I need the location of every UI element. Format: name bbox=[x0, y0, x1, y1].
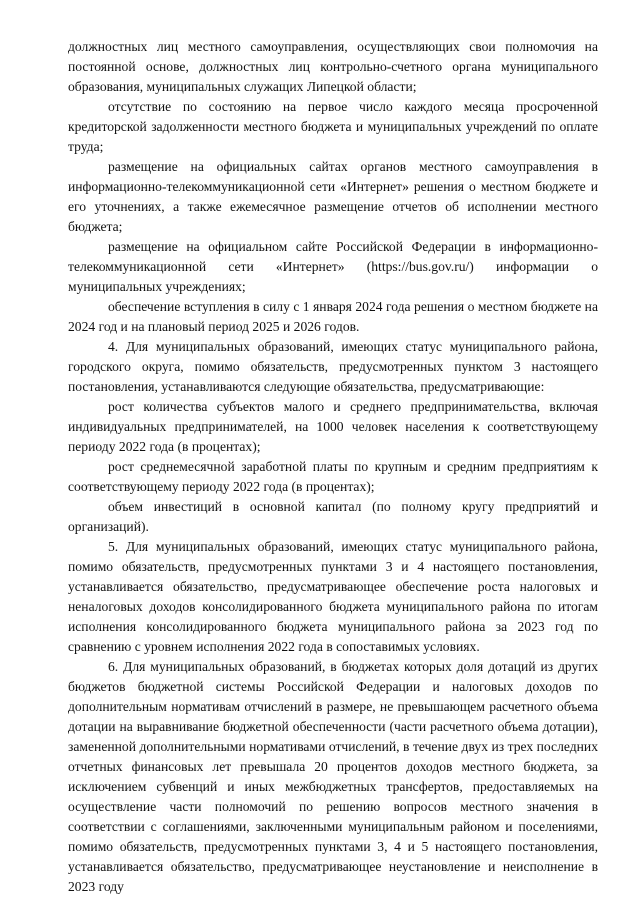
paragraph-6: 4. Для муниципальных образований, имеющих статус муниципального района, городского округа, помимо обязательств, предусмотренных пунктом 3 настоящего постановления, устанавливаются следующие обязательства, предусматривающие: bbox=[68, 339, 598, 394]
paragraph-3: размещение на официальных сайтах органов местного самоуправления в информационно-телекоммуникационной сети «Интернет» решения о местном бюджете и его уточнениях, а также ежемесячное размещение отчетов об исполнении местного бюджета; bbox=[68, 159, 598, 234]
paragraph-1: должностных лиц местного самоуправления, осуществляющих свои полномочия на постоянной основе, должностных лиц контрольно-счетного органа муниципального образования, муниципальных служащих Липецкой области; bbox=[68, 39, 598, 94]
paragraph-8: рост среднемесячной заработной платы по крупным и средним предприятиям к соответствующему периоду 2022 года (в процентах); bbox=[68, 459, 598, 494]
paragraph-2: отсутствие по состоянию на первое число каждого месяца просроченной кредиторской задолженности местного бюджета и муниципальных учреждений по оплате труда; bbox=[68, 99, 598, 154]
paragraph-9: объем инвестиций в основной капитал (по полному кругу предприятий и организаций). bbox=[68, 499, 598, 534]
paragraph-7: рост количества субъектов малого и среднего предпринимательства, включая индивидуальных предпринимателей, на 1000 человек населения к соответствующему периоду 2022 года (в процентах); bbox=[68, 399, 598, 454]
paragraph-10: 5. Для муниципальных образований, имеющих статус муниципального района, помимо обязательств, предусмотренных пунктами 3 и 4 настоящего постановления, устанавливается обязательство, предусматривающее обеспечение роста налоговых и неналоговых доходов консолидированного бюджета муниципального района по итогам исполнения консолидированного бюджета муниципального района за 2023 год по сравнению с уровнем исполнения 2022 года в сопоставимых условиях. bbox=[68, 539, 598, 654]
document-page bbox=[68, 37, 598, 897]
paragraph-4: размещение на официальном сайте Российской Федерации в информационно-телекоммуникационной сети «Интернет» (https://bus.gov.ru/) информации о муниципальных учреждениях; bbox=[68, 239, 598, 294]
paragraph-11: 6. Для муниципальных образований, в бюджетах которых доля дотаций из других бюджетов бюджетной системы Российской Федерации и налоговых доходов по дополнительным нормативам отчислений в размере, не превышающем расчетного объема дотации на выравнивание бюджетной обеспеченности (части расчетного объема дотации), замененной дополнительными нормативами отчислений, в течение двух из трех последних отчетных финансовых лет превышала 20 процентов доходов местного бюджета, за исключением субвенций и иных межбюджетных трансфертов, предоставляемых на осуществление части полномочий по решению вопросов местного значения в соответствии с соглашениями, заключенными муниципальным районом и поселениями, помимо обязательств, предусмотренных пунктами 3, 4 и 5 настоящего постановления, устанавливается обязательство, предусматривающее неустановление и неисполнение в 2023 году bbox=[68, 659, 598, 894]
paragraph-5: обеспечение вступления в силу с 1 января 2024 года решения о местном бюджете на 2024 год и на плановый период 2025 и 2026 годов. bbox=[68, 299, 598, 334]
